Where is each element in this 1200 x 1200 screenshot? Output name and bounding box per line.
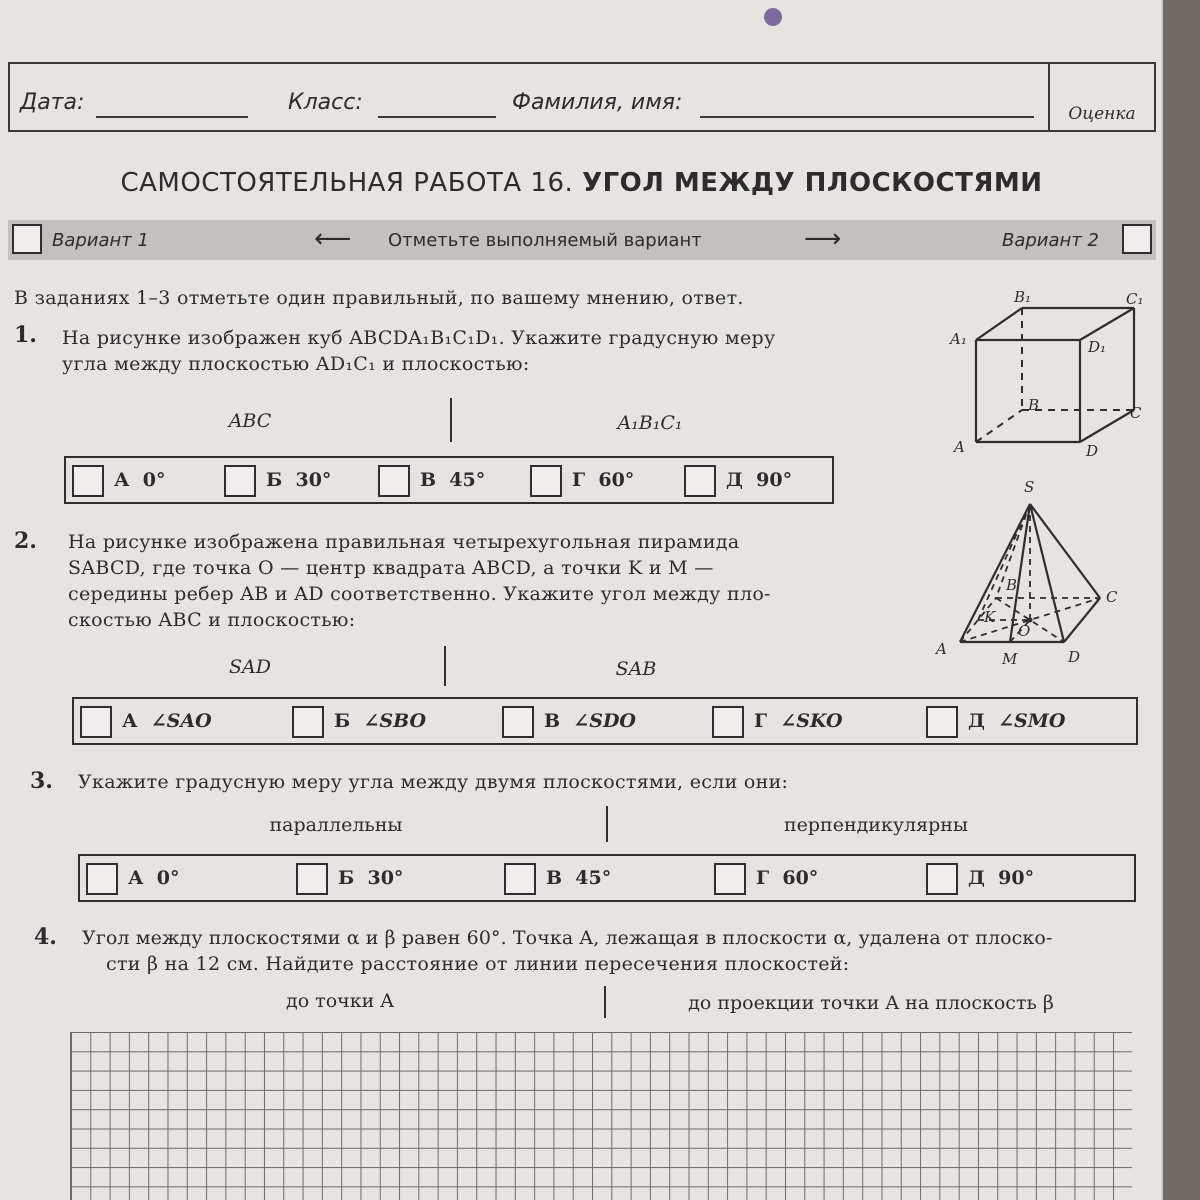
checkbox[interactable] — [72, 465, 104, 497]
cube-label-a1: A₁ — [950, 330, 967, 348]
cube-figure — [940, 286, 1150, 462]
cube-label-b: B — [1028, 396, 1040, 414]
checkbox[interactable] — [714, 863, 746, 895]
arrow-right-icon: ⟶ — [804, 224, 842, 254]
q3-right-column: перпендикулярны — [783, 814, 969, 836]
date-field[interactable] — [96, 116, 248, 118]
variant-1-checkbox[interactable] — [12, 224, 42, 254]
name-field[interactable] — [700, 116, 1034, 118]
cube-label-d1: D₁ — [1088, 338, 1107, 356]
checkbox[interactable] — [530, 465, 562, 497]
q1-left-column: ABC — [228, 410, 272, 432]
q4-left-column: до точки A — [286, 990, 394, 1012]
class-field[interactable] — [378, 116, 496, 118]
pyramid-label-b: B — [1006, 576, 1018, 594]
title-main: УГОЛ МЕЖДУ ПЛОСКОСТЯМИ — [582, 168, 1043, 198]
student-header — [8, 62, 1156, 132]
q3-left-column: параллельны — [269, 814, 403, 836]
pyramid-label-c: C — [1106, 588, 1118, 606]
cube-label-a: A — [954, 438, 965, 456]
intro-text: В заданиях 1–3 отметьте один правильный, по вашему мнению, ответ. — [14, 287, 744, 309]
checkbox[interactable] — [926, 706, 958, 738]
grade-label: Оценка — [1068, 104, 1136, 124]
pyramid-label-o: O — [1018, 622, 1031, 640]
q4-line-2: сти β на 12 см. Найдите расстояние от линии пересечения плоскостей: — [106, 953, 850, 975]
q2-answer-row: А ∠SAO Б ∠SBO В ∠SDO Г ∠SKO Д ∠SMO — [72, 697, 1138, 745]
q4-divider — [604, 986, 606, 1018]
arrow-left-icon: ⟵ — [314, 224, 352, 254]
checkbox[interactable] — [712, 706, 744, 738]
checkbox[interactable] — [86, 863, 118, 895]
q2-right-column: SAB — [615, 658, 657, 680]
date-label: Дата: — [20, 90, 85, 115]
q1-number: 1. — [14, 322, 37, 348]
cube-label-c: C — [1130, 404, 1142, 422]
q2-line-4: скостью ABC и плоскостью: — [68, 609, 356, 631]
ink-dot — [764, 8, 782, 26]
q2-left-column: SAD — [229, 656, 271, 678]
q2-line-3: середины ребер AB и AD соответственно. Укажите угол между пло- — [68, 583, 771, 605]
name-label: Фамилия, имя: — [512, 90, 683, 115]
cube-label-d: D — [1086, 442, 1099, 460]
q3-divider — [606, 806, 608, 842]
class-label: Класс: — [288, 90, 363, 115]
pyramid-label-s: S — [1024, 478, 1035, 496]
q4-line-1: Угол между плоскостями α и β равен 60°. Точка A, лежащая в плоскости α, удалена от плоско- — [82, 927, 1053, 949]
checkbox[interactable] — [684, 465, 716, 497]
variant-2-checkbox[interactable] — [1122, 224, 1152, 254]
variant-1-label: Вариант 1 — [52, 230, 149, 251]
q4-right-column: до проекции точки A на плоскость β — [688, 992, 1054, 1014]
checkbox[interactable] — [80, 706, 112, 738]
checkbox[interactable] — [502, 706, 534, 738]
q2-line-1: На рисунке изображена правильная четырехугольная пирамида — [68, 531, 740, 553]
cube-label-c1: C₁ — [1126, 290, 1144, 308]
checkbox[interactable] — [296, 863, 328, 895]
pyramid-label-k: K — [984, 608, 996, 626]
q1-line-2: угла между плоскостью AD₁C₁ и плоскостью: — [62, 353, 530, 375]
checkbox[interactable] — [926, 863, 958, 895]
q4-number: 4. — [34, 924, 57, 950]
q1-answer-row: А 0° Б 30° В 45° Г 60° Д 90° — [64, 456, 834, 504]
pyramid-label-d: D — [1068, 648, 1081, 666]
variant-2-label: Вариант 2 — [1002, 230, 1099, 251]
answer-grid[interactable] — [70, 1032, 1132, 1200]
q2-line-2: SABCD, где точка O — центр квадрата ABCD, а точки K и M — — [68, 557, 714, 579]
checkbox[interactable] — [504, 863, 536, 895]
title-prefix: САМОСТОЯТЕЛЬНАЯ РАБОТА 16. — [120, 168, 574, 198]
pyramid-label-m: M — [1002, 650, 1018, 668]
grade-cell — [1048, 64, 1154, 130]
variant-instruction: Отметьте выполняемый вариант — [388, 230, 702, 251]
q1-right-column: A₁B₁C₁ — [617, 412, 683, 434]
checkbox[interactable] — [378, 465, 410, 497]
q1-divider — [450, 398, 452, 442]
variant-bar — [8, 220, 1156, 260]
q2-number: 2. — [14, 528, 37, 554]
q1-line-1: На рисунке изображен куб ABCDA₁B₁C₁D₁. Укажите градусную меру — [62, 327, 776, 349]
checkbox[interactable] — [292, 706, 324, 738]
pyramid-label-a: A — [936, 640, 947, 658]
q2-divider — [444, 646, 446, 686]
pyramid-figure — [930, 470, 1130, 670]
cube-label-b1: B₁ — [1014, 288, 1032, 306]
q3-number: 3. — [30, 768, 53, 794]
checkbox[interactable] — [224, 465, 256, 497]
page-title — [0, 168, 1163, 198]
q3-line-1: Укажите градусную меру угла между двумя плоскостями, если они: — [78, 771, 789, 793]
q3-answer-row: А 0° Б 30° В 45° Г 60° Д 90° — [78, 854, 1136, 902]
